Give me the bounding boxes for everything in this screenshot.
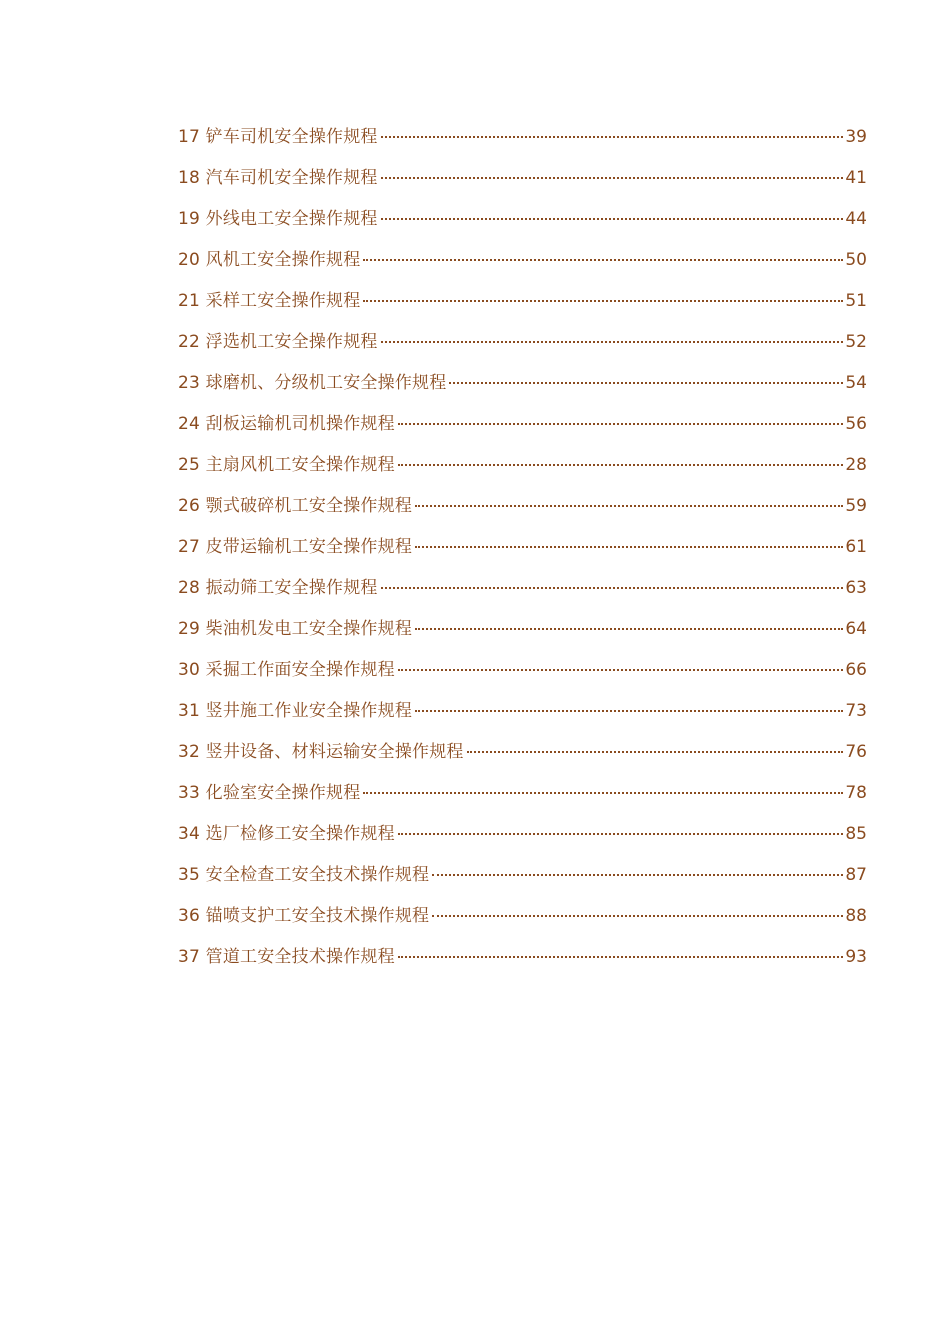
- toc-entry-title: 27 皮带运输机工安全操作规程: [178, 537, 413, 557]
- toc-leader-dots: [449, 381, 843, 384]
- toc-entry[interactable]: [178, 945, 867, 986]
- toc-entry[interactable]: [178, 740, 867, 781]
- toc-entry-title: 37 管道工安全技术操作规程: [178, 947, 395, 967]
- toc-entry[interactable]: [178, 904, 867, 945]
- toc-entry-page-number: 76: [845, 742, 867, 762]
- toc-leader-dots: [381, 217, 844, 220]
- toc-entry-title: 35 安全检查工安全技术操作规程: [178, 865, 430, 885]
- toc-entry-title: 20 风机工安全操作规程: [178, 250, 361, 270]
- toc-entry-page-number: 39: [845, 127, 867, 147]
- table-of-contents: [178, 125, 867, 986]
- toc-leader-dots: [398, 463, 844, 466]
- toc-entry[interactable]: [178, 781, 867, 822]
- toc-entry-page-number: 64: [845, 619, 867, 639]
- toc-entry-page-number: 51: [845, 291, 867, 311]
- toc-entry[interactable]: [178, 371, 867, 412]
- toc-entry-page-number: 61: [845, 537, 867, 557]
- toc-entry[interactable]: [178, 453, 867, 494]
- toc-entry-page-number: 56: [845, 414, 867, 434]
- toc-entry[interactable]: [178, 412, 867, 453]
- toc-leader-dots: [381, 135, 844, 138]
- toc-entry[interactable]: [178, 125, 867, 166]
- toc-entry-page-number: 41: [845, 168, 867, 188]
- toc-entry[interactable]: [178, 207, 867, 248]
- toc-leader-dots: [398, 422, 844, 425]
- toc-entry-page-number: 88: [845, 906, 867, 926]
- toc-entry[interactable]: [178, 699, 867, 740]
- toc-entry-title: 23 球磨机、分级机工安全操作规程: [178, 373, 447, 393]
- toc-entry[interactable]: [178, 289, 867, 330]
- toc-entry-page-number: 85: [845, 824, 867, 844]
- toc-entry[interactable]: [178, 576, 867, 617]
- toc-leader-dots: [415, 627, 843, 630]
- toc-leader-dots: [415, 545, 843, 548]
- toc-entry-title: 21 采样工安全操作规程: [178, 291, 361, 311]
- toc-entry[interactable]: [178, 535, 867, 576]
- toc-entry-title: 18 汽车司机安全操作规程: [178, 168, 378, 188]
- toc-entry-title: 22 浮选机工安全操作规程: [178, 332, 378, 352]
- toc-leader-dots: [381, 176, 844, 179]
- toc-entry-title: 25 主扇风机工安全操作规程: [178, 455, 395, 475]
- toc-leader-dots: [432, 914, 843, 917]
- toc-entry-page-number: 44: [845, 209, 867, 229]
- toc-entry-page-number: 87: [845, 865, 867, 885]
- toc-leader-dots: [363, 258, 843, 261]
- toc-entry-title: 19 外线电工安全操作规程: [178, 209, 378, 229]
- toc-entry-page-number: 54: [845, 373, 867, 393]
- toc-leader-dots: [381, 586, 844, 589]
- toc-entry-title: 30 采掘工作面安全操作规程: [178, 660, 395, 680]
- toc-entry[interactable]: [178, 494, 867, 535]
- toc-leader-dots: [467, 750, 844, 753]
- toc-entry[interactable]: [178, 822, 867, 863]
- toc-entry-title: 17 铲车司机安全操作规程: [178, 127, 378, 147]
- toc-entry-title: 26 颚式破碎机工安全操作规程: [178, 496, 413, 516]
- toc-entry[interactable]: [178, 863, 867, 904]
- toc-entry-title: 31 竖井施工作业安全操作规程: [178, 701, 413, 721]
- toc-entry-page-number: 63: [845, 578, 867, 598]
- toc-leader-dots: [398, 832, 844, 835]
- toc-leader-dots: [363, 299, 843, 302]
- toc-entry[interactable]: [178, 617, 867, 658]
- toc-entry-title: 24 刮板运输机司机操作规程: [178, 414, 395, 434]
- toc-leader-dots: [415, 504, 843, 507]
- toc-entry[interactable]: [178, 658, 867, 699]
- toc-entry[interactable]: [178, 248, 867, 289]
- toc-leader-dots: [432, 873, 843, 876]
- toc-entry-title: 36 锚喷支护工安全技术操作规程: [178, 906, 430, 926]
- toc-entry-page-number: 78: [845, 783, 867, 803]
- toc-entry-title: 28 振动筛工安全操作规程: [178, 578, 378, 598]
- toc-entry-title: 32 竖井设备、材料运输安全操作规程: [178, 742, 464, 762]
- toc-entry-page-number: 28: [845, 455, 867, 475]
- toc-entry-page-number: 73: [845, 701, 867, 721]
- toc-leader-dots: [381, 340, 844, 343]
- toc-entry-page-number: 52: [845, 332, 867, 352]
- toc-entry[interactable]: [178, 330, 867, 371]
- toc-entry-page-number: 50: [845, 250, 867, 270]
- toc-entry-title: 33 化验室安全操作规程: [178, 783, 361, 803]
- toc-leader-dots: [398, 668, 844, 671]
- toc-entry-page-number: 59: [845, 496, 867, 516]
- toc-leader-dots: [363, 791, 843, 794]
- toc-entry-title: 29 柴油机发电工安全操作规程: [178, 619, 413, 639]
- toc-leader-dots: [398, 955, 844, 958]
- toc-entry[interactable]: [178, 166, 867, 207]
- toc-entry-page-number: 66: [845, 660, 867, 680]
- toc-entry-page-number: 93: [845, 947, 867, 967]
- toc-leader-dots: [415, 709, 843, 712]
- toc-entry-title: 34 选厂检修工安全操作规程: [178, 824, 395, 844]
